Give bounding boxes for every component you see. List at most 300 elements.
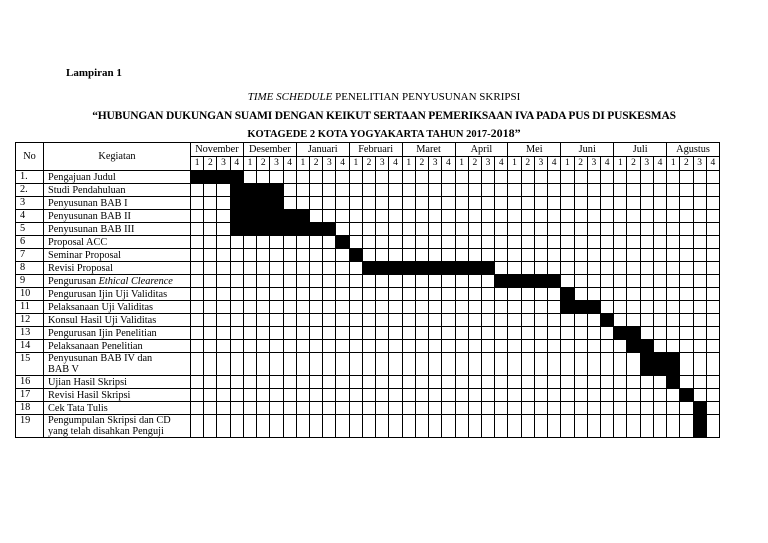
gantt-empty-cell bbox=[548, 171, 561, 184]
gantt-empty-cell bbox=[283, 275, 296, 288]
gantt-empty-cell bbox=[217, 340, 230, 353]
gantt-empty-cell bbox=[653, 197, 666, 210]
gantt-empty-cell bbox=[548, 415, 561, 438]
gantt-empty-cell bbox=[349, 402, 362, 415]
gantt-empty-cell bbox=[468, 353, 481, 376]
gantt-empty-cell bbox=[534, 262, 547, 275]
gantt-empty-cell bbox=[548, 389, 561, 402]
gantt-empty-cell bbox=[455, 353, 468, 376]
gantt-bar-cell bbox=[296, 223, 309, 236]
gantt-empty-cell bbox=[243, 236, 256, 249]
gantt-empty-cell bbox=[706, 197, 719, 210]
week-header: 3 bbox=[217, 157, 230, 171]
gantt-empty-cell bbox=[706, 340, 719, 353]
gantt-empty-cell bbox=[481, 236, 494, 249]
gantt-bar-cell bbox=[561, 288, 574, 301]
gantt-empty-cell bbox=[217, 376, 230, 389]
gantt-empty-cell bbox=[362, 275, 375, 288]
gantt-empty-cell bbox=[217, 197, 230, 210]
week-header: 1 bbox=[614, 157, 627, 171]
gantt-empty-cell bbox=[481, 288, 494, 301]
week-header: 4 bbox=[442, 157, 455, 171]
gantt-empty-cell bbox=[376, 301, 389, 314]
gantt-empty-cell bbox=[706, 301, 719, 314]
schedule-row bbox=[16, 288, 720, 301]
gantt-empty-cell bbox=[468, 402, 481, 415]
gantt-bar-cell bbox=[693, 402, 706, 415]
gantt-empty-cell bbox=[362, 236, 375, 249]
gantt-empty-cell bbox=[548, 249, 561, 262]
gantt-empty-cell bbox=[534, 340, 547, 353]
gantt-empty-cell bbox=[508, 197, 521, 210]
gantt-empty-cell bbox=[336, 275, 349, 288]
gantt-empty-cell bbox=[389, 353, 402, 376]
gantt-empty-cell bbox=[243, 402, 256, 415]
gantt-empty-cell bbox=[693, 327, 706, 340]
gantt-empty-cell bbox=[336, 262, 349, 275]
gantt-empty-cell bbox=[270, 275, 283, 288]
research-title-line-2-text: KOTAGEDE 2 KOTA YOGYAKARTA TAHUN 2017- bbox=[247, 129, 491, 140]
gantt-empty-cell bbox=[217, 327, 230, 340]
gantt-empty-cell bbox=[614, 249, 627, 262]
gantt-empty-cell bbox=[508, 327, 521, 340]
gantt-empty-cell bbox=[561, 275, 574, 288]
gantt-empty-cell bbox=[600, 197, 613, 210]
gantt-empty-cell bbox=[587, 288, 600, 301]
gantt-empty-cell bbox=[653, 402, 666, 415]
gantt-empty-cell bbox=[653, 171, 666, 184]
gantt-empty-cell bbox=[627, 301, 640, 314]
gantt-empty-cell bbox=[323, 197, 336, 210]
gantt-empty-cell bbox=[481, 340, 494, 353]
gantt-empty-cell bbox=[561, 402, 574, 415]
gantt-empty-cell bbox=[653, 415, 666, 438]
gantt-empty-cell bbox=[362, 389, 375, 402]
gantt-empty-cell bbox=[376, 314, 389, 327]
gantt-empty-cell bbox=[283, 288, 296, 301]
gantt-empty-cell bbox=[653, 262, 666, 275]
gantt-empty-cell bbox=[508, 340, 521, 353]
row-number: 16 bbox=[16, 376, 44, 389]
gantt-empty-cell bbox=[336, 210, 349, 223]
gantt-empty-cell bbox=[442, 236, 455, 249]
gantt-empty-cell bbox=[376, 184, 389, 197]
gantt-empty-cell bbox=[495, 197, 508, 210]
gantt-empty-cell bbox=[680, 236, 693, 249]
gantt-empty-cell bbox=[191, 210, 204, 223]
gantt-empty-cell bbox=[415, 171, 428, 184]
gantt-empty-cell bbox=[574, 376, 587, 389]
gantt-empty-cell bbox=[640, 249, 653, 262]
gantt-empty-cell bbox=[587, 340, 600, 353]
gantt-empty-cell bbox=[323, 249, 336, 262]
gantt-empty-cell bbox=[230, 314, 243, 327]
gantt-empty-cell bbox=[336, 402, 349, 415]
gantt-empty-cell bbox=[243, 376, 256, 389]
gantt-empty-cell bbox=[217, 389, 230, 402]
gantt-empty-cell bbox=[336, 171, 349, 184]
activity-name: Penyusunan BAB IV dan BAB V bbox=[44, 353, 191, 376]
gantt-empty-cell bbox=[614, 184, 627, 197]
schedule-row bbox=[16, 184, 720, 197]
gantt-bar-cell bbox=[495, 275, 508, 288]
gantt-empty-cell bbox=[204, 236, 217, 249]
gantt-empty-cell bbox=[323, 402, 336, 415]
gantt-empty-cell bbox=[323, 301, 336, 314]
week-header: 1 bbox=[455, 157, 468, 171]
gantt-empty-cell bbox=[653, 249, 666, 262]
gantt-empty-cell bbox=[548, 340, 561, 353]
gantt-empty-cell bbox=[310, 353, 323, 376]
gantt-empty-cell bbox=[283, 184, 296, 197]
gantt-empty-cell bbox=[680, 353, 693, 376]
gantt-empty-cell bbox=[706, 314, 719, 327]
gantt-empty-cell bbox=[230, 275, 243, 288]
schedule-table bbox=[15, 142, 720, 438]
week-header: 1 bbox=[349, 157, 362, 171]
gantt-empty-cell bbox=[548, 262, 561, 275]
gantt-empty-cell bbox=[283, 262, 296, 275]
gantt-empty-cell bbox=[495, 236, 508, 249]
gantt-empty-cell bbox=[680, 327, 693, 340]
gantt-empty-cell bbox=[693, 197, 706, 210]
gantt-empty-cell bbox=[640, 210, 653, 223]
row-number: 18 bbox=[16, 402, 44, 415]
gantt-empty-cell bbox=[402, 353, 415, 376]
gantt-empty-cell bbox=[204, 376, 217, 389]
gantt-empty-cell bbox=[402, 288, 415, 301]
gantt-empty-cell bbox=[600, 353, 613, 376]
gantt-empty-cell bbox=[680, 340, 693, 353]
gantt-empty-cell bbox=[574, 210, 587, 223]
gantt-empty-cell bbox=[270, 402, 283, 415]
gantt-empty-cell bbox=[627, 415, 640, 438]
gantt-empty-cell bbox=[468, 301, 481, 314]
gantt-empty-cell bbox=[561, 389, 574, 402]
gantt-empty-cell bbox=[389, 301, 402, 314]
gantt-empty-cell bbox=[587, 236, 600, 249]
gantt-empty-cell bbox=[310, 275, 323, 288]
row-number: 19 bbox=[16, 415, 44, 438]
gantt-empty-cell bbox=[455, 171, 468, 184]
gantt-empty-cell bbox=[640, 197, 653, 210]
schedule-row bbox=[16, 171, 720, 184]
gantt-bar-cell bbox=[389, 262, 402, 275]
gantt-empty-cell bbox=[495, 415, 508, 438]
gantt-empty-cell bbox=[640, 223, 653, 236]
gantt-empty-cell bbox=[323, 275, 336, 288]
gantt-empty-cell bbox=[693, 314, 706, 327]
gantt-empty-cell bbox=[429, 275, 442, 288]
row-number: 17 bbox=[16, 389, 44, 402]
gantt-empty-cell bbox=[191, 389, 204, 402]
gantt-empty-cell bbox=[336, 288, 349, 301]
gantt-empty-cell bbox=[362, 223, 375, 236]
gantt-empty-cell bbox=[693, 171, 706, 184]
gantt-empty-cell bbox=[455, 376, 468, 389]
row-number: 3 bbox=[16, 197, 44, 210]
gantt-bar-cell bbox=[574, 301, 587, 314]
gantt-empty-cell bbox=[627, 223, 640, 236]
gantt-empty-cell bbox=[706, 327, 719, 340]
gantt-empty-cell bbox=[455, 210, 468, 223]
gantt-empty-cell bbox=[217, 184, 230, 197]
schedule-row bbox=[16, 275, 720, 288]
gantt-empty-cell bbox=[376, 389, 389, 402]
gantt-empty-cell bbox=[521, 249, 534, 262]
row-number: 7 bbox=[16, 249, 44, 262]
gantt-empty-cell bbox=[481, 415, 494, 438]
gantt-empty-cell bbox=[230, 288, 243, 301]
gantt-empty-cell bbox=[415, 223, 428, 236]
gantt-empty-cell bbox=[455, 288, 468, 301]
gantt-empty-cell bbox=[204, 415, 217, 438]
gantt-empty-cell bbox=[415, 249, 428, 262]
activity-name: Pelaksanaan Penelitian bbox=[44, 340, 191, 353]
gantt-empty-cell bbox=[217, 314, 230, 327]
gantt-empty-cell bbox=[191, 353, 204, 376]
gantt-empty-cell bbox=[270, 249, 283, 262]
gantt-empty-cell bbox=[230, 236, 243, 249]
gantt-empty-cell bbox=[706, 275, 719, 288]
week-header: 2 bbox=[257, 157, 270, 171]
gantt-bar-cell bbox=[257, 184, 270, 197]
week-header: 4 bbox=[653, 157, 666, 171]
week-header: 4 bbox=[230, 157, 243, 171]
schedule-row bbox=[16, 340, 720, 353]
gantt-bar-cell bbox=[534, 275, 547, 288]
gantt-empty-cell bbox=[257, 376, 270, 389]
gantt-empty-cell bbox=[349, 301, 362, 314]
gantt-empty-cell bbox=[442, 376, 455, 389]
gantt-empty-cell bbox=[442, 210, 455, 223]
gantt-empty-cell bbox=[349, 262, 362, 275]
gantt-empty-cell bbox=[257, 402, 270, 415]
activity-name: Proposal ACC bbox=[44, 236, 191, 249]
gantt-empty-cell bbox=[310, 415, 323, 438]
gantt-empty-cell bbox=[495, 171, 508, 184]
activity-name: Penyusunan BAB III bbox=[44, 223, 191, 236]
week-header: 2 bbox=[415, 157, 428, 171]
gantt-empty-cell bbox=[600, 389, 613, 402]
gantt-empty-cell bbox=[627, 210, 640, 223]
gantt-empty-cell bbox=[614, 262, 627, 275]
gantt-empty-cell bbox=[706, 236, 719, 249]
gantt-empty-cell bbox=[349, 376, 362, 389]
gantt-empty-cell bbox=[508, 415, 521, 438]
gantt-empty-cell bbox=[481, 223, 494, 236]
gantt-empty-cell bbox=[521, 197, 534, 210]
gantt-empty-cell bbox=[191, 340, 204, 353]
gantt-empty-cell bbox=[230, 301, 243, 314]
gantt-empty-cell bbox=[362, 288, 375, 301]
gantt-empty-cell bbox=[257, 171, 270, 184]
gantt-bar-cell bbox=[561, 301, 574, 314]
gantt-empty-cell bbox=[561, 210, 574, 223]
gantt-empty-cell bbox=[614, 171, 627, 184]
gantt-empty-cell bbox=[415, 314, 428, 327]
gantt-empty-cell bbox=[243, 389, 256, 402]
week-header: 3 bbox=[376, 157, 389, 171]
gantt-empty-cell bbox=[204, 402, 217, 415]
gantt-empty-cell bbox=[323, 415, 336, 438]
gantt-empty-cell bbox=[600, 223, 613, 236]
gantt-empty-cell bbox=[587, 197, 600, 210]
gantt-empty-cell bbox=[283, 340, 296, 353]
row-number: 12 bbox=[16, 314, 44, 327]
gantt-empty-cell bbox=[362, 415, 375, 438]
gantt-empty-cell bbox=[442, 314, 455, 327]
gantt-bar-cell bbox=[230, 171, 243, 184]
gantt-empty-cell bbox=[574, 275, 587, 288]
gantt-empty-cell bbox=[653, 236, 666, 249]
gantt-empty-cell bbox=[521, 327, 534, 340]
gantt-empty-cell bbox=[561, 197, 574, 210]
gantt-empty-cell bbox=[362, 340, 375, 353]
gantt-bar-cell bbox=[653, 353, 666, 376]
gantt-empty-cell bbox=[442, 171, 455, 184]
gantt-empty-cell bbox=[257, 275, 270, 288]
gantt-empty-cell bbox=[653, 389, 666, 402]
row-number: 13 bbox=[16, 327, 44, 340]
research-title-line-2-year: 2018” bbox=[490, 126, 521, 140]
gantt-empty-cell bbox=[323, 236, 336, 249]
gantt-empty-cell bbox=[429, 210, 442, 223]
gantt-empty-cell bbox=[455, 415, 468, 438]
gantt-empty-cell bbox=[495, 210, 508, 223]
gantt-empty-cell bbox=[336, 249, 349, 262]
gantt-empty-cell bbox=[389, 171, 402, 184]
column-header-no: No bbox=[16, 143, 44, 171]
gantt-empty-cell bbox=[362, 301, 375, 314]
gantt-empty-cell bbox=[534, 301, 547, 314]
gantt-empty-cell bbox=[296, 327, 309, 340]
gantt-empty-cell bbox=[587, 415, 600, 438]
gantt-bar-cell bbox=[548, 275, 561, 288]
gantt-empty-cell bbox=[349, 210, 362, 223]
week-header: 1 bbox=[296, 157, 309, 171]
gantt-bar-cell bbox=[362, 262, 375, 275]
gantt-empty-cell bbox=[667, 210, 680, 223]
gantt-empty-cell bbox=[468, 171, 481, 184]
gantt-empty-cell bbox=[415, 301, 428, 314]
gantt-empty-cell bbox=[429, 288, 442, 301]
gantt-empty-cell bbox=[693, 210, 706, 223]
gantt-empty-cell bbox=[402, 171, 415, 184]
gantt-empty-cell bbox=[442, 197, 455, 210]
gantt-empty-cell bbox=[323, 184, 336, 197]
gantt-bar-cell bbox=[402, 262, 415, 275]
gantt-empty-cell bbox=[468, 223, 481, 236]
gantt-empty-cell bbox=[415, 353, 428, 376]
gantt-empty-cell bbox=[243, 314, 256, 327]
gantt-empty-cell bbox=[548, 327, 561, 340]
gantt-empty-cell bbox=[204, 275, 217, 288]
week-header: 3 bbox=[640, 157, 653, 171]
gantt-empty-cell bbox=[534, 210, 547, 223]
gantt-empty-cell bbox=[349, 171, 362, 184]
gantt-empty-cell bbox=[508, 262, 521, 275]
row-number: 8 bbox=[16, 262, 44, 275]
gantt-empty-cell bbox=[217, 402, 230, 415]
gantt-empty-cell bbox=[561, 353, 574, 376]
gantt-bar-cell bbox=[600, 314, 613, 327]
gantt-empty-cell bbox=[680, 184, 693, 197]
column-header-activity: Kegiatan bbox=[44, 143, 191, 171]
gantt-empty-cell bbox=[534, 197, 547, 210]
gantt-empty-cell bbox=[376, 197, 389, 210]
gantt-empty-cell bbox=[204, 223, 217, 236]
week-header: 2 bbox=[521, 157, 534, 171]
gantt-empty-cell bbox=[693, 184, 706, 197]
gantt-empty-cell bbox=[574, 171, 587, 184]
gantt-empty-cell bbox=[349, 223, 362, 236]
gantt-empty-cell bbox=[468, 389, 481, 402]
gantt-empty-cell bbox=[217, 275, 230, 288]
gantt-empty-cell bbox=[468, 197, 481, 210]
gantt-empty-cell bbox=[667, 275, 680, 288]
activity-name: Pelaksanaan Uji Validitas bbox=[44, 301, 191, 314]
gantt-empty-cell bbox=[481, 249, 494, 262]
schedule-row bbox=[16, 262, 720, 275]
week-header: 4 bbox=[389, 157, 402, 171]
gantt-empty-cell bbox=[296, 288, 309, 301]
gantt-empty-cell bbox=[217, 301, 230, 314]
gantt-bar-cell bbox=[230, 210, 243, 223]
gantt-empty-cell bbox=[442, 415, 455, 438]
gantt-empty-cell bbox=[376, 327, 389, 340]
gantt-empty-cell bbox=[561, 340, 574, 353]
gantt-empty-cell bbox=[627, 288, 640, 301]
week-header: 4 bbox=[495, 157, 508, 171]
gantt-empty-cell bbox=[257, 249, 270, 262]
schedule-row bbox=[16, 236, 720, 249]
gantt-empty-cell bbox=[296, 197, 309, 210]
gantt-empty-cell bbox=[667, 288, 680, 301]
gantt-empty-cell bbox=[389, 210, 402, 223]
gantt-empty-cell bbox=[336, 340, 349, 353]
gantt-empty-cell bbox=[429, 184, 442, 197]
activity-name: Konsul Hasil Uji Validitas bbox=[44, 314, 191, 327]
gantt-empty-cell bbox=[376, 376, 389, 389]
gantt-empty-cell bbox=[296, 376, 309, 389]
week-header: 2 bbox=[362, 157, 375, 171]
gantt-empty-cell bbox=[600, 288, 613, 301]
gantt-empty-cell bbox=[534, 314, 547, 327]
gantt-empty-cell bbox=[217, 236, 230, 249]
gantt-empty-cell bbox=[561, 314, 574, 327]
gantt-empty-cell bbox=[468, 184, 481, 197]
gantt-empty-cell bbox=[283, 327, 296, 340]
gantt-empty-cell bbox=[614, 353, 627, 376]
gantt-empty-cell bbox=[429, 249, 442, 262]
gantt-empty-cell bbox=[548, 184, 561, 197]
gantt-empty-cell bbox=[640, 301, 653, 314]
gantt-empty-cell bbox=[310, 184, 323, 197]
gantt-empty-cell bbox=[270, 262, 283, 275]
gantt-empty-cell bbox=[257, 327, 270, 340]
gantt-empty-cell bbox=[693, 262, 706, 275]
gantt-empty-cell bbox=[653, 301, 666, 314]
gantt-bar-cell bbox=[243, 210, 256, 223]
gantt-empty-cell bbox=[561, 262, 574, 275]
gantt-empty-cell bbox=[495, 262, 508, 275]
gantt-empty-cell bbox=[667, 314, 680, 327]
gantt-empty-cell bbox=[402, 402, 415, 415]
gantt-empty-cell bbox=[653, 340, 666, 353]
gantt-empty-cell bbox=[283, 236, 296, 249]
week-header: 2 bbox=[680, 157, 693, 171]
